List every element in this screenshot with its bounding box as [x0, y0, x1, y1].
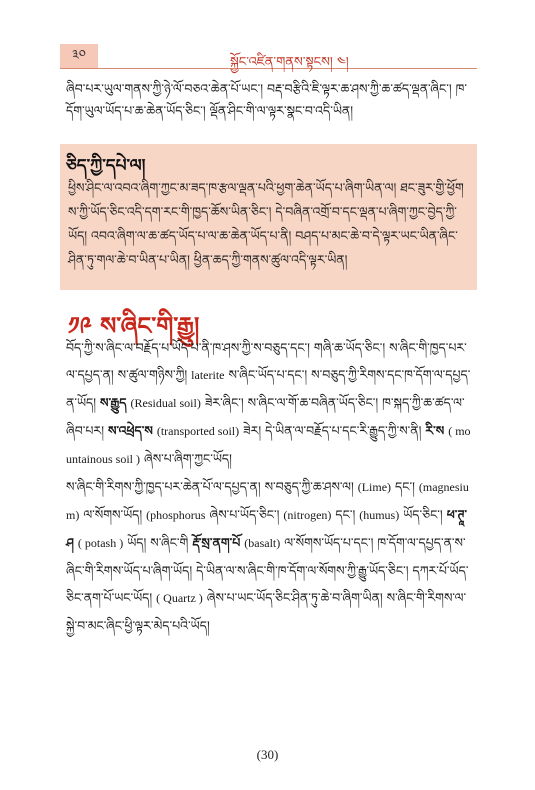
text-run: ལ་སོགས་ཡོད་པ་དང་། ཁ་དོག་ལ་དཔྱད་ན་ས་ཞིང་གི་རིགས་ཡོད་པ་ཞིག་ཡོད། དེ་ཡིན་ལ་ས་ཞིང་གི་ཁ་དོག་ལ་སོགས་ཀྱི་རྒྱུ་ཡོད་ཅིང་། དཀར་པོ་ཡོད་ཅིང་ནག་པོ་ཡང་ཡོད།	[66, 535, 469, 605]
latin-term: (transported soil)	[156, 424, 240, 438]
note-box-text: ཕྱིས་ཤིང་ལ་འབའ་ཞིག་ཀྱང་མ་ཟད་ཁ་རྩལ་ལྡན་པའི་ཕྱག་ཆེན་ཡོད་པ་ཞིག་ཡིན་ལ། ཐང་ཟུར་གྱི་ཕྱོགས་ཀྱི་ཡོད་ཅིང་འདི་དག་རང་གི་ཁྱད་ཆོས་ཡིན་ཅིང་། དེ་བཞིན་འགྲོ་བ་དང་ལྡན་པ་ཞིག་ཀྱང་བྱེད་ཀྱི་ཡོད། འབའ་ཞིག་ལ་ཆ་ཚད་ཡོད་པ་ལ་ཆ་ཆེན་ཡོད་པ་ནི། བཤད་པ་མང་ཆེ་བ་དེ་ལྟར་ཡང་ཡིན་ཞིང་ཤིན་ཏུ་གལ་ཆེ་བ་ཡིན་པ་ཡིན། ཕྱིན་ཆད་ཀྱི་གནས་ཚུལ་འདི་ལྟར་ཡིན།	[68, 180, 464, 267]
text-run: དང་།	[335, 507, 356, 522]
text-run: ཡོད་ཅིང་།	[403, 507, 443, 522]
text-run: དང་།	[395, 479, 415, 494]
latin-term: (Residual soil)	[130, 396, 201, 410]
text-run: ས་ཞིང་གི་རིགས་ཀྱི་ཁྱད་པར་ཆེན་པོ་ལ་དཔྱད་ན། ས་བཅུད་ཀྱི་ཆ་ཤས་ལ།	[66, 479, 354, 494]
running-title: སྐྱོང་འཛིན་གནས་སྟངས། ༤།	[230, 55, 349, 70]
text-run: ཟེར་ཞིང་། ས་ཞིང་ལ་གོ་ཆ་བཞིན་ཡོད་ཅིང་། ཁ་སྐད་ཀྱི་ཆ་ཚད་ལ་ཞིབ་པར།	[66, 395, 465, 438]
page-footer-number: (30)	[256, 747, 279, 762]
section-title: ས་ཞིང་གི་རྒྱུ།	[100, 312, 200, 340]
bold-term: ས་འཕྲེད་ས	[107, 423, 153, 438]
text-run: ཞེས་པ་ཞིག་ཀྱང་ཡོད།	[143, 451, 232, 466]
latin-term: (phosphorus	[146, 508, 206, 522]
text-run: བོད་ཀྱི་ས་ཞིང་ལ་བརྗོད་པ་ཡོད་པ་ནི་ཁ་ཤས་ཀྱི་ས་བཅུད་དང་། གཞི་ཆ་ཡོད་ཅིང་། ས་ཞིང་གི་ཁྱད་པར་ལ་དཔྱད་ན། ས་ཚུལ་གཉིས་ཀྱི།	[66, 340, 467, 382]
text-run: ལ་སོགས་ཡོད།	[83, 507, 143, 522]
main-body-text	[66, 334, 473, 639]
bold-term: རྡོ་སྲ་ནག་པོ	[192, 535, 241, 550]
latin-term: laterite	[191, 368, 225, 382]
latin-term: ( mountainous soil )	[66, 424, 471, 466]
latin-term: (nitrogen)	[283, 508, 332, 522]
latin-term: ( Quartz )	[156, 591, 203, 605]
text-run: ཟེར། དེ་ཡིན་ལ་བརྗོད་པ་དང་རི་རྒྱུད་ཀྱི་ས་ནི།	[243, 423, 422, 438]
bold-term: རི་ས	[425, 423, 445, 438]
latin-term: (Lime)	[357, 480, 392, 494]
text-run: ཡོད། ས་ཞིང་གི	[127, 535, 189, 550]
latin-term: (humus)	[359, 508, 400, 522]
latin-term: (magnesium)	[66, 480, 469, 522]
text-run: ས་ཞིང་ཡོད་པ་དང་། ས་བཅུད་ཀྱི་རིགས་དང་ཁ་དོག་ལ་དཔྱད་ན་ཡོད།	[66, 367, 471, 410]
page-number-tab: ༣༠	[60, 44, 98, 68]
text-run: ཞེས་པ་ཡང་ཡོད་ཅིང་ཤིན་ཏུ་ཆེ་བ་ཞིག་ཡིན། ས་ཞིང་གི་རིགས་ལ་སྐྱེ་བ་མང་ཞིང་ཕྱི་ལྟར་མེད་པའི་ཡོད།	[66, 590, 467, 633]
bold-term: ཕ་ཊཱ་ཤ	[66, 507, 468, 550]
latin-term: (basalt)	[244, 536, 281, 550]
top-paragraph: ཞིབ་པར་ཡུལ་གནས་ཀྱི་ཉེ་ལོ་བཅའ་ཆེན་པོ་ཡང་། བརྡ་བརྩིའི་ཇི་ལྟར་ཆ་ཤས་ཀྱི་ཆ་ཚད་ལྡན་ཞིང་། ཁ་དོག་ཡུལ་ཡོད་པ་ཆ་ཆེན་ཡོད་ཅིང་། ལྡོན་ཤིང་གི་ལ་ལྟར་སྣང་བ་འདི་ཡིན།	[66, 81, 468, 118]
note-box-header: ཅིད་ཀྱི་དཔེ་ལ།	[66, 156, 146, 176]
section-number: ༡༩	[68, 312, 92, 340]
bold-term: ས་རྒྱུད	[100, 395, 127, 410]
text-run: ཞེས་པ་ཡོད་ཅིང་།	[209, 507, 280, 522]
latin-term: ( potash )	[77, 536, 124, 550]
